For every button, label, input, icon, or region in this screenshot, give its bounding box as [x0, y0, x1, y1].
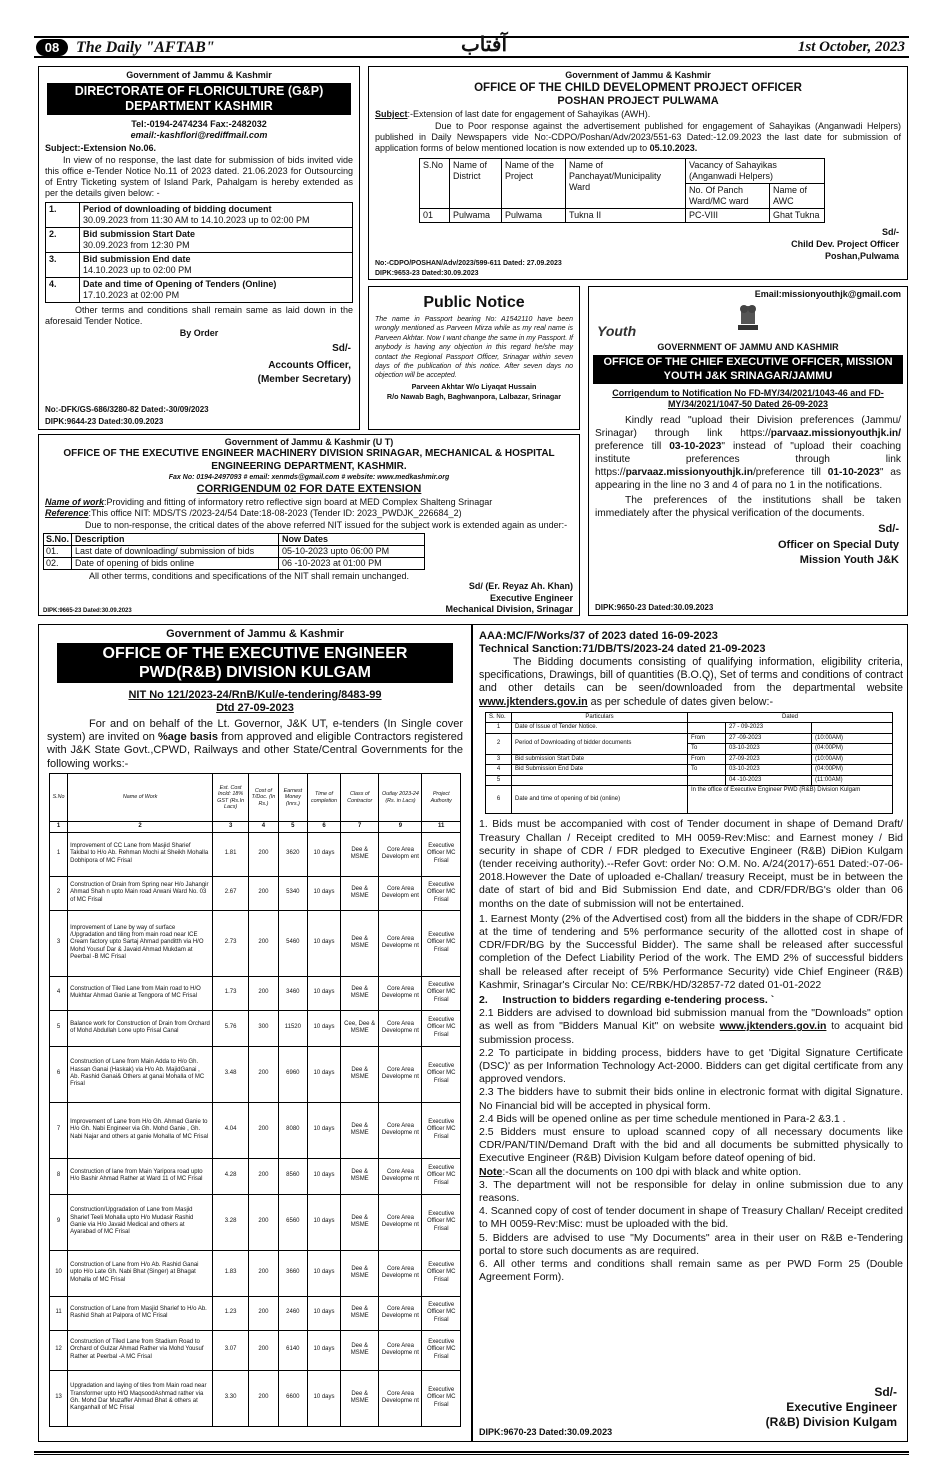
notice-name: Parveen Akhtar W/o Liyaqat Hussain [411, 381, 537, 391]
signatory-title: Mission Youth J&K [799, 554, 899, 566]
body-text: Due to Poor response against the advertisement published for engagement of Sahayikas (Anganwadi Helpers) published in Daily Newspapers vide No:-CDPO/Poshan/Adv/2023/551-63 Dated:-12.09.2023 the last date for submission of application forms of below mentioned location is now extended up to [375, 121, 901, 153]
sd: Sd/- [874, 1385, 897, 1399]
signatory: Sd/ (Er. Reyaz Ah. Khan) [468, 581, 573, 591]
table-row: 8 Construction of lane from Main Yaripora road upto H/o Bashir Ahmad Rather at Ward 11 of MC Frisal 4.28 200 8560 10 days Dee & MSME Core Area Developme nt Executive Officer MC Frisal [50, 1158, 461, 1194]
email: Email:missionyouthjk@gmail.com [754, 289, 901, 299]
emblem-icon [735, 303, 761, 335]
table-row: 11 Construction of Lane from Masjid Sharief to H/o Ab. Rashid Shah at Palpora of MC Frisal 1.23 200 2460 10 days Dee & MSME Core Area Developme nt Executive Officer MC Frisal [50, 1296, 461, 1330]
table-row: 5 Balance work for Construction of Drain from Orchard of Mohd Abdullah Lone upto Frisal Canal 5.76 300 11520 10 days Cee, Dee & MSME Core Area Developme nt Executive Officer MC Frisal [50, 1010, 461, 1046]
para1: Kindly read "upload their Division preferences (Jammu/ Srinagar) through link https:// [595, 415, 901, 439]
intro: For and on behalf of the Lt. Governor, J&K UT, e-tenders (In Single cover system) are invited on [47, 717, 463, 743]
cdpo-notice [368, 66, 908, 280]
table-row: 2 Construction of Drain from Spring near H/o Jahangir Ahmad Shah n upto Main road Arwani Ward No. 03 of MC Frisal 2.67 200 5340 10 days Dee & MSME Core Area Developm ent Executive Officer MC Frisal [50, 876, 461, 910]
para1-mid: preference till [595, 441, 670, 452]
table-row: 13 Upgradation and laying of tiles from Main road near Transformer upto H/O MaqsoodAshmad rather via Gh. Mohd Dar Muzaffer Ahmad Bhat & others at Kanganhall of MC Frisal 3.30 200 6600 10 days Dee & MSME Core Area Developme nt Executive Officer MC Frisal [50, 1370, 461, 1426]
sd: Sd/- [332, 343, 351, 354]
signatory-division: Mechanical Division, Srinagar [445, 604, 573, 614]
subject: Subject:-Extension No.06. [45, 143, 157, 153]
aaa-ref: AAA:MC/F/Works/37 of 2023 dated 16-09-2023 [479, 630, 718, 642]
signatory: Executive Engineer [786, 1400, 897, 1414]
office-title: OFFICE OF THE EXECUTIVE ENGINEER PWD(R&B) DIVISION KULGAM [57, 643, 453, 683]
bottom-rule [34, 1451, 909, 1455]
para1-mid3: /preference till [752, 467, 828, 478]
technical-sanction: Technical Sanction:71/DB/TS/2023-24 dated 21-09-2023 [479, 643, 766, 655]
gov-line: Government of Jammu & Kashmir [565, 70, 711, 80]
issue-date: 1st October, 2023 [797, 39, 905, 55]
pwd-kulgam-notice [38, 624, 908, 1442]
subject-label: Subject [375, 109, 408, 119]
ref-no: No:-DFK/GS-686/3280-82 Dated:-30/09/2023 [45, 405, 209, 414]
table-row: 3 Improvement of Lane by way of surface /Upgradation and tiling from main road near ICE Cream factory upto Sartaj Ahmad panditth via H/O Mohd Yousuf Dar & Javaid Ahmad Mukdam at Peerbal -B MC Frisal 2.73 200 5460 10 days Dee & MSME Core Area Developme nt Executive Officer MC Frisal [50, 910, 461, 976]
nit-number: NIT No 121/2023-24/RnB/Kul/e-tendering/8483-99 [128, 688, 382, 701]
bid-text-end: as per schedule of dates given below:- [587, 695, 774, 708]
schedule-table: S. No. Particulars Dated 1 Date of Issue of Tender Notice. 27 - 09-2023 2 Period of Downloading of bidder documents From 27 -09-2023 (10:00AM) To 03-10-2023 (04:00PM) 3 Bid submission Start Date From 27-09-2023 (10:00AM) 4 Bid Submission End Date To 03-10-2023 (04:00PM) 5 04 -10-2023 (11:00AM) 6 Date and time of opening of bid (online) In the office of Executive Engineer PWD (R&B) Division Kulgam [485, 712, 893, 815]
link: parvaaz.missionyouthjk.in/ [770, 428, 901, 439]
intro-end: from approved and eligible Contractors registered with J&K State Govt.,CPWD, Railways and other State/Central Governments for the following works:- [47, 730, 464, 770]
newspaper-logo: آفتاب [460, 34, 508, 56]
office-title: OFFICE OF THE CHIEF EXECUTIVE OFFICER, MISSION YOUTH J&K SRINAGAR/JAMMU [593, 355, 903, 384]
para1-end: " as appearing in the line no 3 and 4 of para no 1 in the notifications. [595, 467, 901, 491]
website-link-2[interactable]: www.jktenders.gov.in [719, 1020, 827, 1033]
schedule-table: 1. Period of downloading of bidding document 30.09.2023 from 11:30 AM to 14.10.2023 up to 02:00 PM 2. Bid submission Start Date 30.09.2023 from 12:30 PM 3. Bid submission End date 14.10.2023 up to 02:00 PM 4. Date and time of Opening of Tenders (Online) 17.10.2023 at 02:00 PM [45, 202, 353, 303]
dipk: DIPK:9650-23 Dated:30.09.2023 [595, 603, 714, 612]
nit-date: Dtd 27-09-2023 [216, 702, 294, 714]
newspaper-name: The Daily "AFTAB" [76, 39, 215, 56]
para-2-5: 2.5 Bidders must ensure to upload scanned copy of all necessary documents like CDR/PAN/TIN/Demand Draft with the bid and all documents be submitted physically to Executive Engineer (R&B) Division Kulgam before dateof opening of bid. [479, 1125, 903, 1165]
basis: %age basis [157, 730, 218, 743]
para-6: 6. All other terms and conditions shall remain same as per PWD Form 25 (Double Agreement Form). [479, 1258, 903, 1284]
gov-line: Government of Jammu & Kashmir (U T) [224, 437, 394, 447]
office-title: OFFICE OF THE EXECUTIVE ENGINEER MACHINERY DIVISION SRINAGAR, MECHANICAL & HOSPITAL ENGINEERING DEPARTMENT, KASHMIR. [63, 448, 555, 472]
work-label: Name of work [45, 497, 105, 507]
website-link[interactable]: www.jktenders.gov.in [479, 695, 588, 708]
signatory-title: Executive Engineer [489, 593, 573, 603]
subject: :-Extension of last date for engagement of Sahayikas (AWH). [407, 109, 651, 119]
date2: 01-10-2023 [827, 467, 880, 478]
corrigendum: CORRIGENDUM 02 FOR DATE EXTENSION [196, 483, 422, 495]
notice-title: Public Notice [423, 294, 525, 311]
project-title: POSHAN PROJECT PULWAMA [557, 95, 719, 107]
office-title: OFFICE OF THE CHILD DEVELOPMENT PROJECT OFFICER [474, 82, 802, 94]
notice-address: R/o Nawab Bagh, Baghwanpora, Lalbazar, Srinagar [386, 391, 562, 401]
para-4: 4. Scanned copy of cost of tender document in shape of Treasury Challan/ Receipt credited to MH 0059-Rev:Misc: must be uploaded with the bid. [479, 1205, 903, 1231]
dipk: DIPK:9670-23 Dated:30.09.2023 [479, 1427, 613, 1437]
notice-body: The name in Passport bearing No: A1542110 have been wrongly mentioned as Parveen Mirza while as my real name is Parveen Akhtar. Now I want change the same in my Passport. If anybody is having any objection in this regard he/she may contact the Regional Passport Officer, Srinagar within seven days of the publication of this notice. After seven days no objection will be accepted. [375, 316, 573, 380]
email: email:-kashflori@rediffmail.com [130, 130, 268, 140]
extended-date: 05.10.2023. [649, 143, 698, 153]
para-2-3: 2.3 The bidders have to submit their bids online in electronic format with digital Signature. No Financial bid will be accepted in physical form. [479, 1086, 903, 1112]
para1-mid2: " instead of "upload their coaching institute preferences through link https:// [595, 441, 901, 478]
works-table: S.No Name of Work Est. Cost Incld: 18% GST (Rs.In Lacs) Cost of T/Doc. (In Rs.) Earnest Money (Inrs.) Time of completion Class of Contractor Outlay 2023-24 (Rs. in Lacs) Project Authority 1 2 3 4 5 6 7 9 11 1 Improvement of CC Lane from Masjid Sharief Takibal to H/o Ab. Rehman Mochi at Sheikh Mohalla Dobhipora of MC Frisal 1.81 200 3620 10 days Dee & MSME Core Area Developm ent Executive Officer MC Frisal 2 Construction of Drain from Spring near H/o Jahangir Ahmad Shah n upto Main road Arwani Ward No. 03 of MC Frisal 2.67 200 5340 10 days Dee & MSME Core Area Developm ent Executive Officer MC Frisal 3 Improvement of Lane by way of surface /Upgradation and tiling from main road near ICE Cream factory upto Sartaj Ahmad panditth via H/O Mohd Yousuf Dar & Javaid Ahmad Mukdam at Peerbal -B MC Frisal 2.73 200 5460 10 days Dee & MSME Core Area Developme nt Executive Officer MC Frisal 4 Construction of Tiled Lane from Main road to H/O Mukhtar Ahmad Ganie at Tengpora of MC Frisal 1.73 200 3460 10 days Dee & MSME Core Area Developme nt Executive Officer MC Frisal 5 Balance work for Construction of Drain from Orchard of Mohd Abdullah Lone upto Frisal Canal 5.76 300 11520 10 days Cee, Dee & MSME Core Area Developme nt Executive Officer MC Frisal 6 Construction of Lane from Main Adda to H/o Gh. Hassan Ganai (Haskak) via H/o Ab. MajidGanai , Ab. Rashid Ganai& Others at ganai Mohalla of MC Frisal 3.48 200 6960 10 days Dee & MSME Core Area Developme nt Executive Officer MC Frisal 7 Improvement of Lane from H/o Gh. Ahmad Ganie to H/o Gh. Nabi Engineer via Gh. Mohd Ganie , Gh. Nabi Najar and others at ganie Mohalla of MC Frisal 4.04 200 8080 10 days Dee & MSME Core Area Developme nt Executive Officer MC Frisal 8 Construction of lane from Main Yaripora road upto H/o Bashir Ahmad Rather at Ward 11 of MC Frisal 4.28 200 8560 10 days Dee & MSME Core Area Developme nt Executive Officer MC Frisal 9 Construction/Upgradation of Lane from Masjid Sharief Teeli Mohalla upto H/o Mudasir Rashid Ganie via H/o Javaid Medical and others at Ayarabad of MC Frisal 3.28 200 6560 10 days Dee & MSME Core Area Developme nt Executive Officer MC Frisal 10 Construction of Lane from H/o Ab. Rashid Ganai upto H/o Late Gh. Nabi Bhat (Singer) at Bhagat Mohalla of MC Frisal 1.83 200 3660 10 days Dee & MSME Core Area Developme nt Executive Officer MC Frisal 11 Construction of Lane from Masjid Sharief to H/o Ab. Rashid Shah at Palpora of MC Frisal 1.23 200 2460 10 days Dee & MSME Core Area Developme nt Executive Officer MC Frisal 12 Construction of Tiled Lane from Stadium Road to Orchard of Gulzar Ahmad Rather via Mohd Yousuf Rather at Peerbal -A MC Frisal 3.07 200 6140 10 days Dee & MSME Core Area Developme nt Executive Officer MC Frisal 13 Upgradation and laying of tiles from Main road near Transformer upto H/O MaqsoodAshmad rather via Gh. Mohd Dar Muzaffer Ahmad Bhat & others at Kanganhall of MC Frisal 3.30 200 6600 10 days Dee & MSME Core Area Developme nt Executive Officer MC Frisal [49, 773, 461, 1426]
para2: The preferences of the institutions shall be taken immediately after the physical verification of the documents. [595, 495, 901, 519]
signatory-title: Poshan,Pulwama [824, 251, 899, 261]
table-row: 6 Construction of Lane from Main Adda to H/o Gh. Hassan Ganai (Haskak) via H/o Ab. MajidGanai , Ab. Rashid Ganai& Others at ganai Mohalla of MC Frisal 3.48 200 6960 10 days Dee & MSME Core Area Developme nt Executive Officer MC Frisal [50, 1046, 461, 1102]
table-row: 12 Construction of Tiled Lane from Stadium Road to Orchard of Gulzar Ahmad Rather via Mohd Yousuf Rather at Peerbal -A MC Frisal 3.07 200 6140 10 days Dee & MSME Core Area Developme nt Executive Officer MC Frisal [50, 1330, 461, 1370]
mission-youth-logo: Youth [597, 323, 637, 339]
by-order: By Order [179, 328, 219, 338]
dates-table: S.No. Description Now Dates 01. Last date of downloading/ submission of bids 05-10-2023 upto 06:00 PM 02. Date of opening of bids online 06 -10-2023 at 01:00 PM [43, 533, 425, 570]
gov-line: GOVERNMENT OF JAMMU AND KASHMIR [657, 342, 839, 352]
date1: 03-10-2023 [669, 441, 722, 452]
para-2-2: 2.2 To participate in bidding process, bidders have to get 'Digital Signature Certificate (DSC)' as per Information Technology Act-2000. Bidders can get digital certificate from any approved vendors. [479, 1046, 903, 1086]
para-2-4: 2.4 Bids will be opened online as per time schedule mentioned in Para-2 &3.1 . [479, 1112, 846, 1125]
page-number: 08 [36, 39, 68, 56]
section-2-heading: Instruction to bidders regarding e-tendering process. ` [502, 993, 775, 1006]
table-row: 9 Construction/Upgradation of Lane from Masjid Sharief Teeli Mohalla upto H/o Mudasir Rashid Ganie via H/o Javaid Medical and others at Ayarabad of MC Frisal 3.28 200 6560 10 days Dee & MSME Core Area Developme nt Executive Officer MC Frisal [50, 1194, 461, 1250]
signatory-title: (R&B) Division Kulgam [765, 1415, 897, 1429]
gov-line: Government of Jammu & Kashmir [166, 628, 344, 640]
table-row: 4 Construction of Tiled Lane from Main road to H/O Mukhtar Ahmad Ganie at Tengpora of MC Frisal 1.73 200 3460 10 days Dee & MSME Core Area Developme nt Executive Officer MC Frisal [50, 976, 461, 1010]
work: :Providing and fitting of informatory retro reflective sign board at MED Complex Shalteng Srinagar [104, 497, 493, 507]
vacancy-table: S.No Name of District Name of the Project Name of Panchayat/Municipality Ward Vacancy of Sahayikas (Anganwadi Helpers) No. Of Panch Ward/MC ward Name of AWC 01 Pulwama Pulwama Tukna II PC-VIII Ghat Tukna [419, 158, 825, 223]
contact: Fax No: 0194-2497093 # email: xenmds@gmail.com # website: www.medkashmir.org [168, 474, 450, 481]
table-row: 1 Improvement of CC Lane from Masjid Sharief Takibal to H/o Ab. Rehman Mochi at Sheikh Mohalla Dobhipora of MC Frisal 1.81 200 3620 10 days Dee & MSME Core Area Developm ent Executive Officer MC Frisal [50, 832, 461, 876]
para-3: 3. The department will not be responsible for delay in online submission due to any reasons. [479, 1178, 903, 1204]
note: :-Scan all the documents on 100 dpi with black and white option. [502, 1165, 802, 1178]
table-row: 10 Construction of Lane from H/o Ab. Rashid Ganai upto H/o Late Gh. Nabi Bhat (Singer) at Bhagat Mohalla of MC Frisal 1.83 200 3660 10 days Dee & MSME Core Area Developme nt Executive Officer MC Frisal [50, 1250, 461, 1296]
para-1: 1. Bids must be accompanied with cost of Tender document in shape of Demand Draft/ Treasury Challan / Receipt credited to MH 0059-Rev:Misc: and Earnest money / Bid security in shape of CDR / FDR pledged to Executive Engineer (R&B) DiÐion Kulgam (tender receiving authority).--Refer Govt: order No: O.M. No. A/24(2017)-651 Dated:-07-06-2018.However the Date of uploaded e-Challan/ treasury Receipt, must be in between the date of start of bid and Bid Submission End date, and CDR/FDR/BG's older than 06 months on the date of submission will not be entertained. [479, 818, 903, 910]
mission-youth-notice [588, 286, 908, 616]
sd: Sd/- [878, 523, 899, 535]
masthead [34, 36, 909, 58]
body-text: Due to non-response, the critical dates of the above referred NIT issued for the subject work is extended again as under:- [85, 520, 568, 530]
para-5: 5. Bidders are advised to use "My Documents" area in their user on R&B e-Tendering portal to store such documents as are required. [479, 1231, 903, 1257]
sd: Sd/- [882, 227, 899, 237]
body-text: In view of no response, the last date for submission of bids invited vide this office e-Tender Notice No.11 of 2023 dated. 21.06.2023 for Outsourcing of Entry Ticketing system of Island Park, Pahalgam is hereby extended as per the details given below: - [45, 155, 353, 198]
table-row: 7 Improvement of Lane from H/o Gh. Ahmad Ganie to H/o Gh. Nabi Engineer via Gh. Mohd Ganie , Gh. Nabi Najar and others at ganie Mohalla of MC Frisal 4.04 200 8080 10 days Dee & MSME Core Area Developme nt Executive Officer MC Frisal [50, 1102, 461, 1158]
dipk: DIPK:9644-23 Dated:30.09.2023 [45, 417, 164, 426]
link2: parvaaz.missionyouthjk.in [625, 467, 753, 478]
para-2-1-end: to acquaint bid submission process. [479, 1020, 903, 1046]
department-title: DIRECTORATE OF FLORICULTURE (G&P) DEPARTMENT KASHMIR [47, 83, 351, 115]
signatory-title: (Member Secretary) [257, 374, 351, 385]
section-2-number: 2. [479, 993, 488, 1006]
mechanical-notice [38, 434, 580, 616]
ref-no: No:-CDPO/POSHAN/Adv/2023/599-611 Dated: 27.09.2023 [375, 260, 562, 267]
ref-label: Reference [45, 508, 89, 518]
floriculture-notice [38, 66, 360, 430]
note-label: Note [479, 1165, 503, 1178]
signatory: Accounts Officer, [268, 359, 351, 371]
reference: :This office NIT: MDS/TS /2023-24/54 Date:18-08-2023 (Tender ID: 2023_PWDJK_226684_2) [88, 508, 462, 518]
para-2-1: 2.1 Bidders are advised to download bid submission manual from the "Downloads" option as well as from "Bidders Manual Kit" on website [479, 1007, 903, 1033]
dipk: DIPK:9665-23 Dated:30.09.2023 [43, 608, 132, 614]
terms: Other terms and conditions shall remain same as laid down in the aforesaid Tender Notice. [45, 305, 353, 326]
gov-line: Government of Jammu & Kashmir [126, 70, 272, 80]
bid-text: The Bidding documents consisting of qualifying information, eligibility criteria, specifications, Drawings, bill of quantities (B.O.Q), Set of terms and conditions of contract and other details can be seen/downloaded from the departmental website [479, 656, 903, 695]
corrigendum: Corrigendum to Notification No FD-MY/34/2021/1043-46 and FD-MY/34/2021/1047-50 Dated 26-09-2023 [612, 388, 884, 409]
telephone: Tel:-0194-2474234 Fax:-2482032 [131, 119, 267, 129]
signatory: Officer on Special Duty [777, 538, 899, 551]
public-notice [368, 286, 580, 430]
para-1b: 1. Earnest Monty (2% of the Advertised cost) from all the bidders in the shape of CDR/FDR at the time of tendering and 5% performance security of the allotted cost in shape of CDR/FDR/BG by the Successful Bidder). The same shall be released after successful completion of the Defect Liability Period of the work. The EMD 2% of successful bidders shall be released after receipt of 5% Performance Security) vide Chief Engineer (R&B) Kashmir, Srinagar's Circular No: CE/RBK/HD/32857-72 dated 01-01-2022 [479, 912, 903, 991]
terms: All other terms, conditions and specifications of the NIT shall remain unchanged. [89, 571, 410, 581]
signatory: Child Dev. Project Officer [791, 239, 899, 249]
dipk: DIPK:9653-23 Dated:30.09.2023 [375, 270, 479, 277]
